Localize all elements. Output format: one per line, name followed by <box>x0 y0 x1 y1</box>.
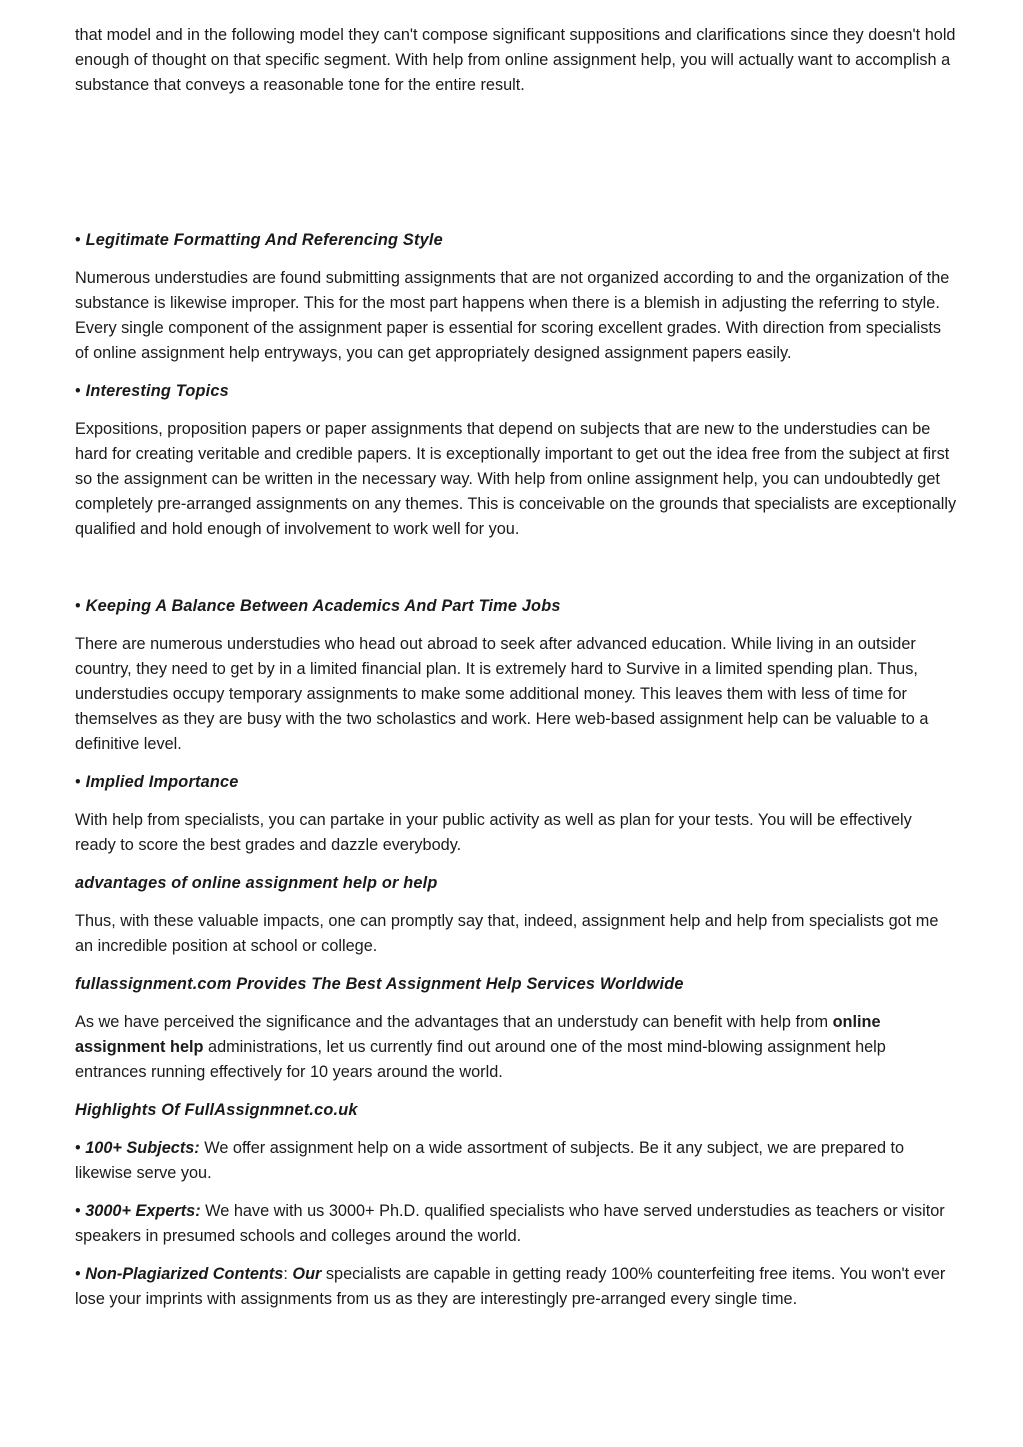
section-body-formatting: Numerous understudies are found submitting assignments that are not organized according to and the organization of the substance is likewise improper. This for the most part happens when there is a blemish in adjusting the referring to style. Every single component of the assignment paper is essential for scoring excellent grades. With direction from specialists of online assignment help entryways, you can get appropriately designed assignment papers easily. <box>75 269 950 362</box>
bullet-mark: • <box>75 773 81 791</box>
section-heading-importance-text: Implied Importance <box>85 773 239 791</box>
highlight-item-non-plagiarized <box>75 1262 957 1312</box>
bullet-mark: • <box>75 597 81 615</box>
highlight-label-non-plagiarized: Non-Plagiarized Contents <box>85 1265 284 1283</box>
section-heading-topics <box>75 379 957 404</box>
highlight-item-subjects <box>75 1136 957 1186</box>
highlight-label-experts: 3000+ Experts: <box>85 1202 201 1220</box>
section-heading-formatting <box>75 228 957 253</box>
highlight-text-subjects: We offer assignment help on a wide assortment of subjects. Be it any subject, we are prepared to likewise serve you. <box>75 1139 905 1182</box>
bullet-mark: • <box>75 1202 81 1220</box>
section-body-importance: With help from specialists, you can partake in your public activity as well as plan for your tests. You will be effectively ready to score the best grades and dazzle everybody. <box>75 811 912 854</box>
bullet-mark: • <box>75 231 81 249</box>
document-page <box>75 23 957 1312</box>
section-heading-provider: fullassignment.com Provides The Best Assignment Help Services Worldwide <box>75 975 684 993</box>
provider-keyword: online assignment help <box>75 1013 881 1056</box>
section-heading-advantages: advantages of online assignment help or help <box>75 874 438 892</box>
section-heading-balance <box>75 594 957 619</box>
section-heading-formatting-text: Legitimate Formatting And Referencing Style <box>85 231 443 249</box>
intro-paragraph: that model and in the following model they can't compose significant suppositions and clarifications since they doesn't hold enough of thought on that specific segment. With help from online assignment help, you will actually want to accomplish a substance that conveys a reasonable tone for the entire result. <box>75 26 956 94</box>
section-body-topics: Expositions, proposition papers or paper assignments that depend on subjects that are new to the understudies can be hard for creating veritable and credible papers. It is exceptionally important to get out the idea free from the subject at first so the assignment can be written in the necessary way. With help from online assignment help, you can undoubtedly get completely pre-arranged assignments on any themes. This is conceivable on the grounds that specialists are exceptionally qualified and hold enough of involvement to work well for you. <box>75 420 957 538</box>
highlight-item-experts <box>75 1199 957 1249</box>
highlight-label-subjects: 100+ Subjects: <box>85 1139 200 1157</box>
provider-text-before: As we have perceived the significance and the advantages that an understudy can benefit with help from <box>75 1013 833 1031</box>
section-heading-highlights: Highlights Of FullAssignmnet.co.uk <box>75 1101 358 1119</box>
highlight-label-our: Our <box>292 1265 322 1283</box>
highlight-colon: : <box>283 1265 293 1283</box>
section-heading-balance-text: Keeping A Balance Between Academics And Part Time Jobs <box>85 597 561 615</box>
section-body-advantages: Thus, with these valuable impacts, one can promptly say that, indeed, assignment help and help from specialists got me an incredible position at school or college. <box>75 912 939 955</box>
bullet-mark: • <box>75 1139 81 1157</box>
provider-text-after: administrations, let us currently find out around one of the most mind-blowing assignment help entrances running effectively for 10 years around the world. <box>75 1038 886 1081</box>
highlight-text-non-plagiarized: specialists are capable in getting ready 100% counterfeiting free items. You won't ever lose your imprints with assignments from us as they are interestingly pre-arranged every single time. <box>75 1265 946 1308</box>
section-body-provider <box>75 1010 957 1085</box>
bullet-mark: • <box>75 1265 81 1283</box>
section-heading-importance <box>75 770 957 795</box>
section-body-balance: There are numerous understudies who head out abroad to seek after advanced education. While living in an outsider country, they need to get by in a limited financial plan. It is extremely hard to Survive in a limited spending plan. Thus, understudies occupy temporary assignments to make some additional money. This leaves them with less of time for themselves as they are busy with the two scholastics and work. Here web-based assignment help can be valuable to a definitive level. <box>75 635 929 753</box>
section-heading-topics-text: Interesting Topics <box>85 382 229 400</box>
highlight-text-experts: We have with us 3000+ Ph.D. qualified specialists who have served understudies as teachers or visitor speakers in presumed schools and colleges around the world. <box>75 1202 945 1245</box>
bullet-mark: • <box>75 382 81 400</box>
